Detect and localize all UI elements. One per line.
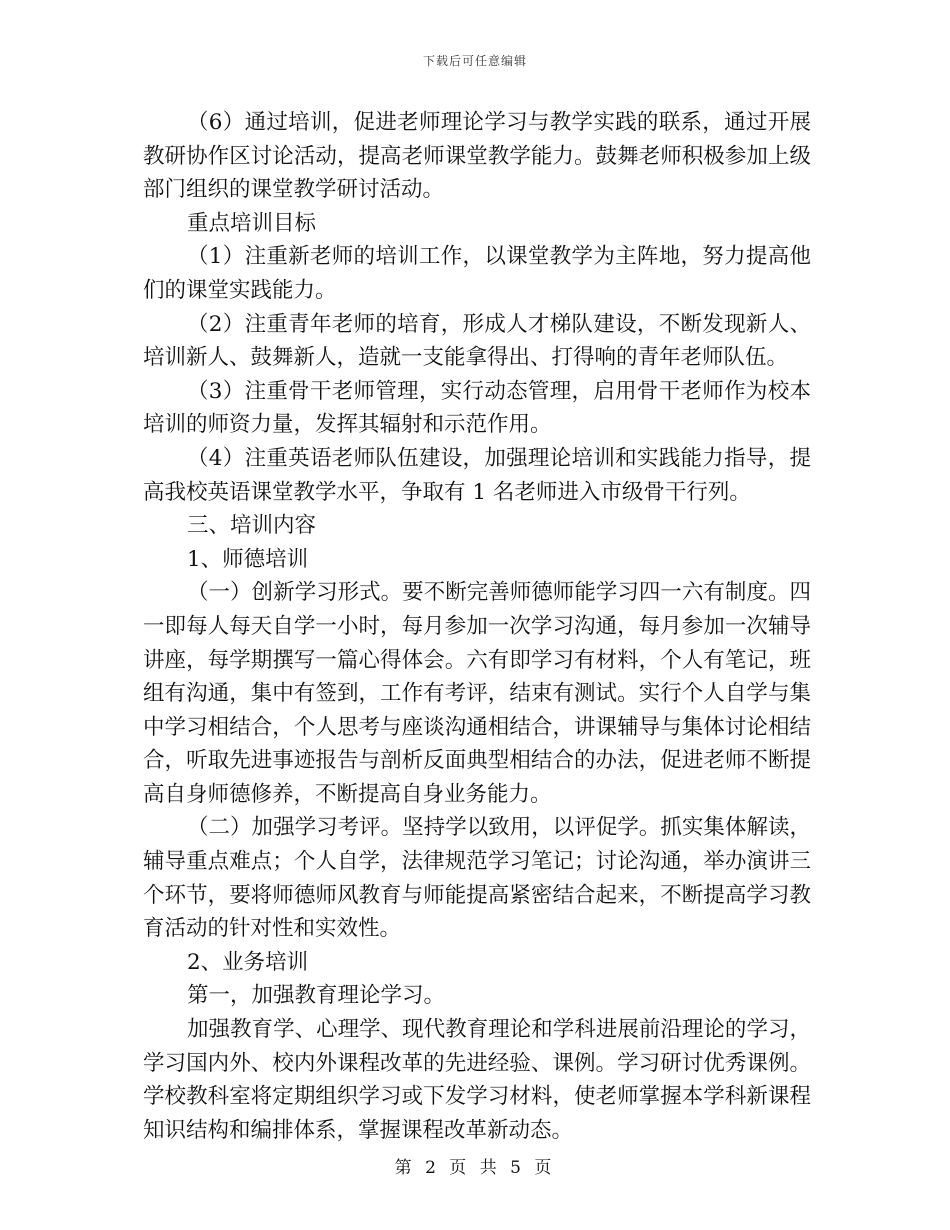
paragraph-business-theory: 加强教育学、心理学、现代教育理论和学科进展前沿理论的学习，学习国内外、校内外课程改革的先进经验、课例。学习研讨优秀课例。学校教科室将定期组织学习或下发学习材料，使老师掌握本学科新课程知识结构和编排体系，掌握课程改革新动态。 (143, 1017, 811, 1143)
paragraph-training-item-6: （6）通过培训，促进老师理论学习与教学实践的联系，通过开展教研协作区讨论活动，提高老师课堂教学能力。鼓舞老师积极参加上级部门组织的课堂教学研讨活动。 (143, 110, 811, 203)
page-footer: 第 2 页 共 5 页 (394, 1158, 556, 1178)
paragraph-goal-2: （2）注重青年老师的培育，形成人才梯队建设，不断发现新人、培训新人、鼓舞新人，造就一支能拿得出、打得响的青年老师队伍。 (143, 311, 811, 371)
paragraph-goal-4: （4）注重英语老师队伍建设，加强理论培训和实践能力指导，提高我校英语课堂教学水平，争取有 1 名老师进入市级骨干行列。 (143, 445, 811, 505)
page-header: 下载后可任意编辑 (422, 54, 527, 68)
paragraph-ethics-2: （二）加强学习考评。坚持学以致用，以评促学。抓实集体解读，辅导重点难点；个人自学，法律规范学习笔记；讨论沟通，举办演讲三个环节，要将师德师风教育与师能提高紧密结合起来，不断提高学习教育活动的针对性和实效性。 (143, 815, 811, 942)
document-body (143, 106, 811, 1147)
paragraph-business-first: 第一，加强教育理论学习。 (187, 983, 446, 1009)
heading-training-content: 三、培训内容 (187, 513, 317, 539)
paragraph-goal-3: （3）注重骨干老师管理，实行动态管理，启用骨干老师作为校本培训的师资力量，发挥其辐射和示范作用。 (143, 378, 811, 438)
paragraph-goal-1: （1）注重新老师的培训工作，以课堂教学为主阵地，努力提高他们的课堂实践能力。 (143, 244, 811, 303)
paragraph-ethics-1: （一）创新学习形式。要不断完善师德师能学习四一六有制度。四一即每人每天自学一小时，每月参加一次学习沟通，每月参加一次辅导讲座，每学期撰写一篇心得体会。六有即学习有材料，个人有笔记，班组有沟通，集中有签到，工作有考评，结束有测试。实行个人自学与集中学习相结合，个人思考与座谈沟通相结合，讲课辅导与集体讨论相结合，听取先进事迹报告与剖析反面典型相结合的办法，促进老师不断提高自身师德修养，不断提高自身业务能力。 (143, 580, 811, 807)
heading-business-training: 2、业务培训 (187, 949, 309, 975)
heading-ethics-training: 1、师德培训 (187, 546, 309, 572)
heading-key-training-goals: 重点培训目标 (187, 210, 317, 236)
